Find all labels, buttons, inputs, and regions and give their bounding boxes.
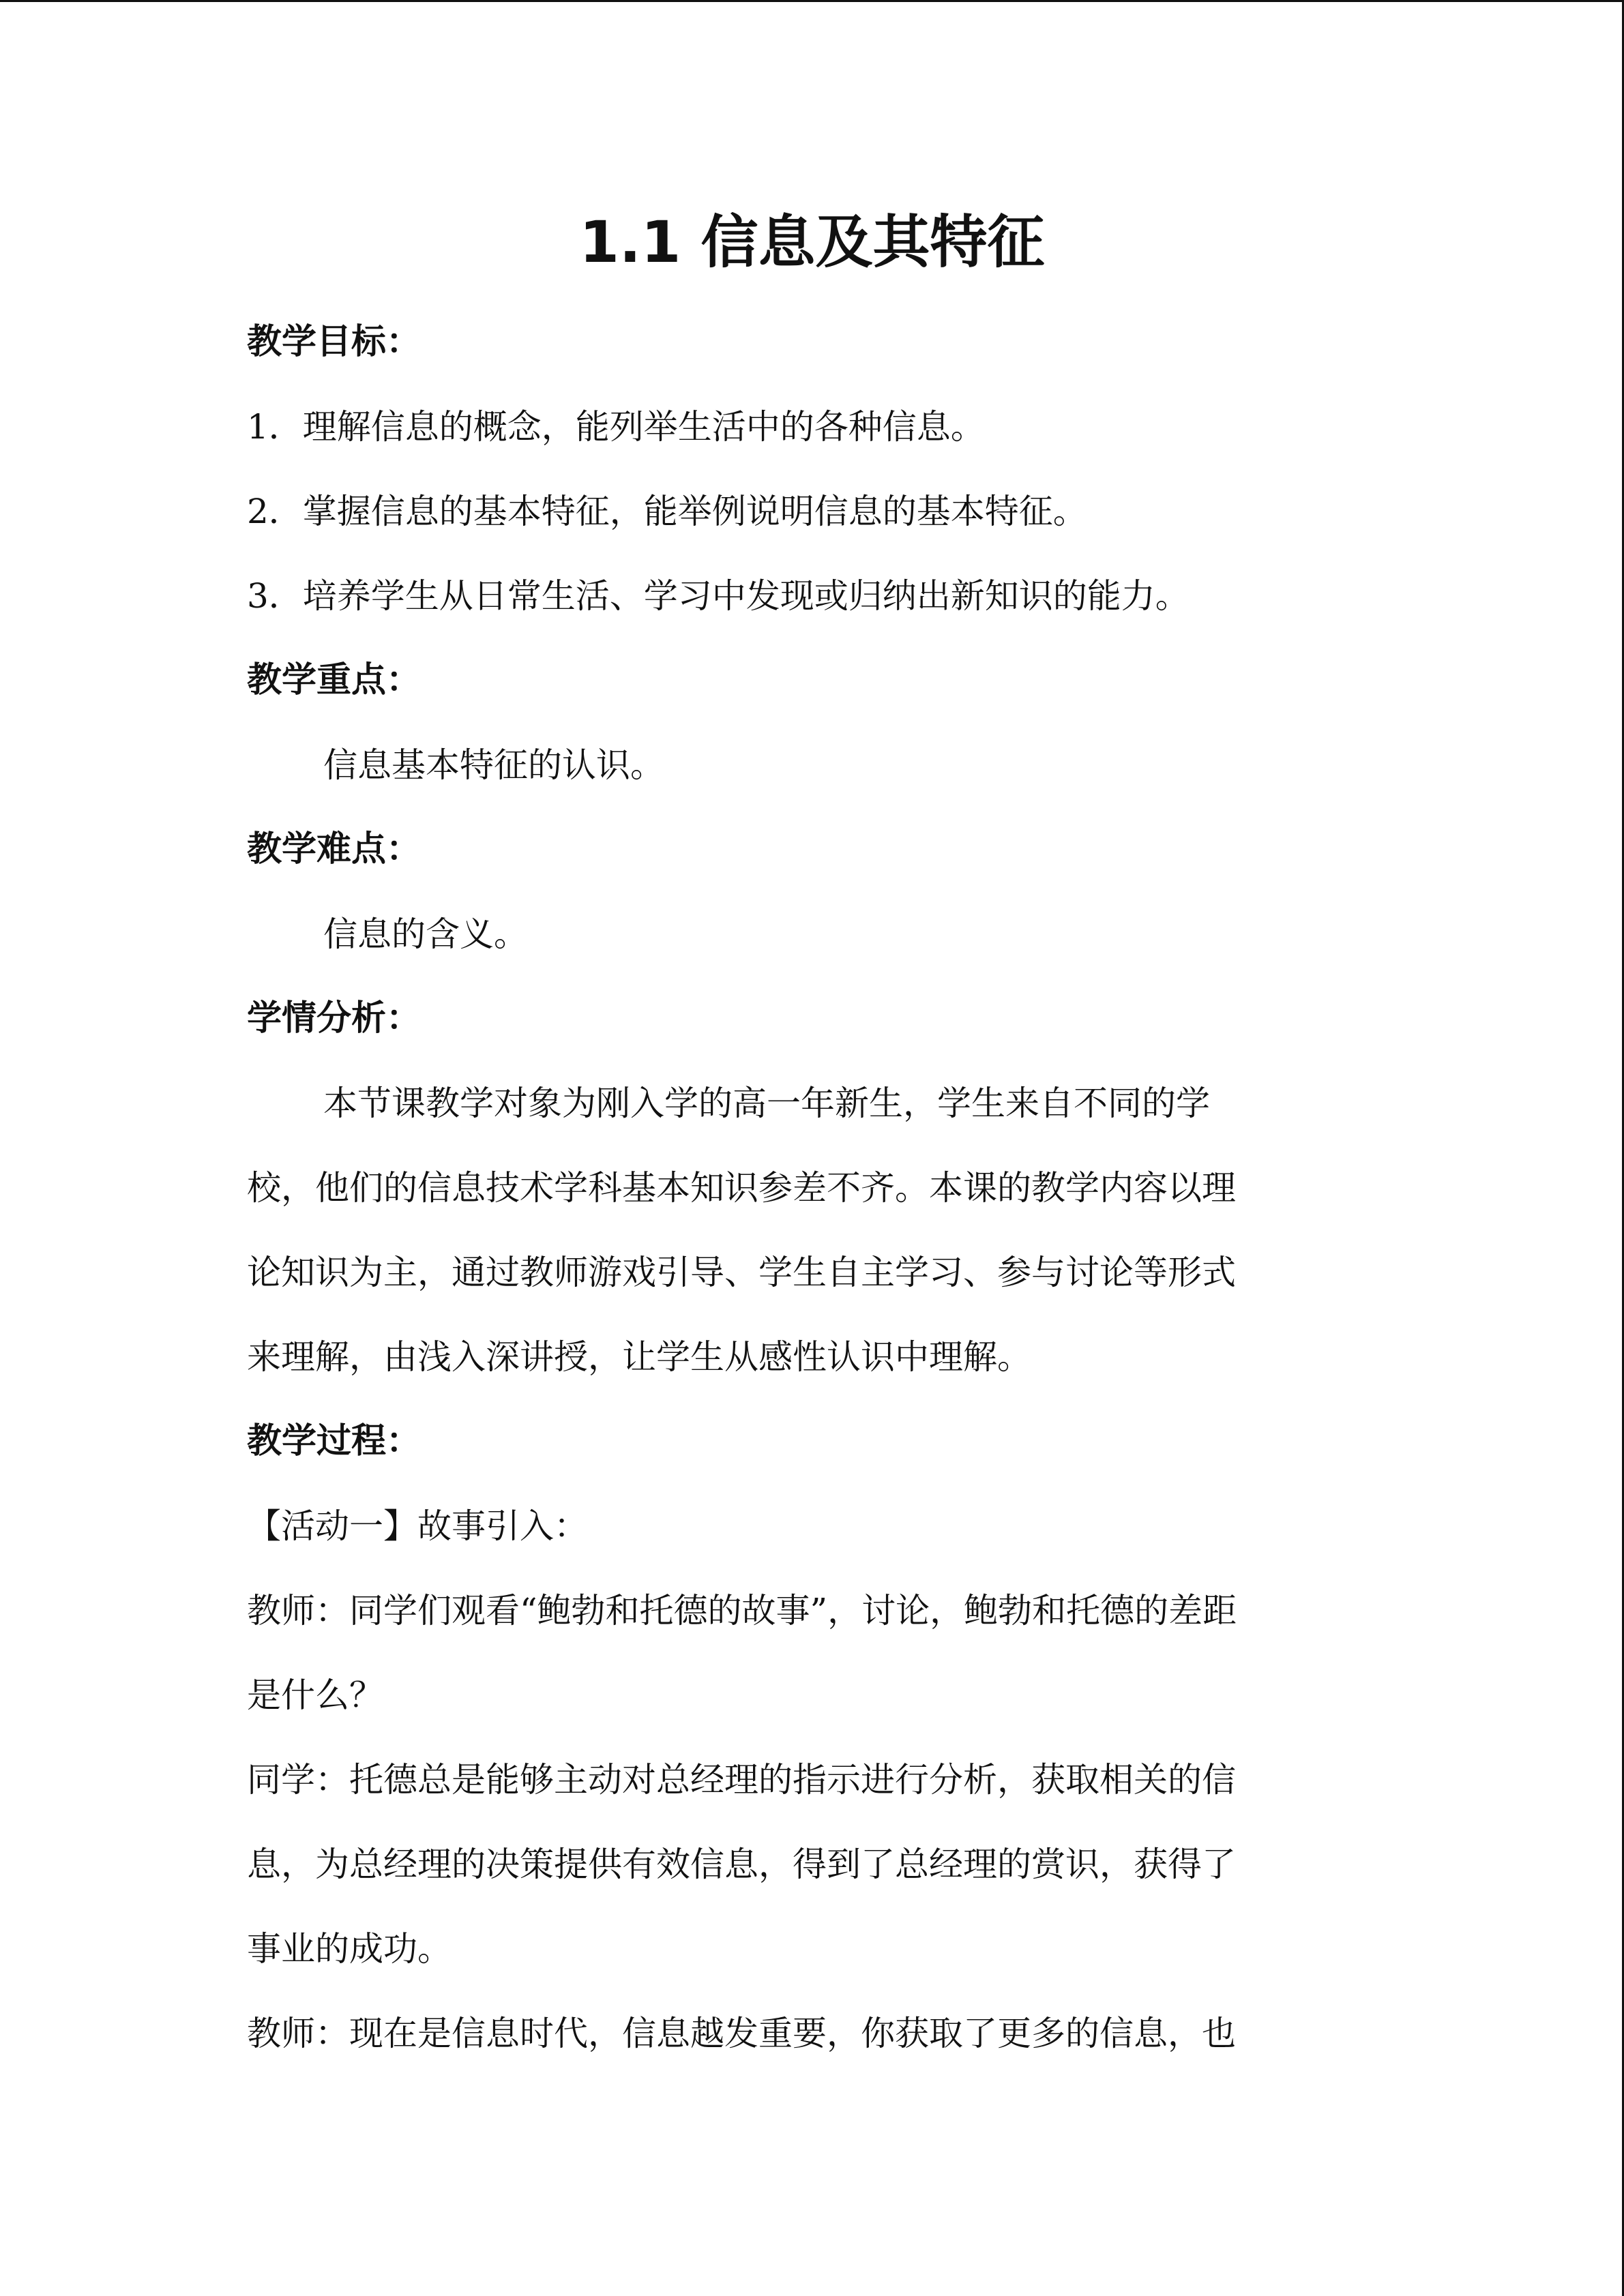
difficult-point-heading: 教学难点： <box>247 829 422 869</box>
analysis-line: 本节课教学对象为刚入学的高一年新生，学生来自不同的学 <box>323 1084 1210 1123</box>
process-heading: 教学过程： <box>247 1421 422 1461</box>
objectives-heading: 教学目标： <box>247 322 422 362</box>
teacher-question-line: 教师：同学们观看“鲍勃和托德的故事”，讨论，鲍勃和托德的差距 <box>247 1591 1237 1630</box>
student-answer-line: 事业的成功。 <box>247 1929 452 1969</box>
analysis-line: 来理解，由浅入深讲授，让学生从感性认识中理解。 <box>247 1337 1031 1377</box>
analysis-line: 论知识为主，通过教师游戏引导、学生自主学习、参与讨论等形式 <box>247 1253 1236 1292</box>
teacher-statement-line: 教师：现在是信息时代，信息越发重要，你获取了更多的信息，也 <box>247 2014 1236 2053</box>
objective-item: 3．培养学生从日常生活、学习中发现或归纳出新知识的能力。 <box>247 576 1190 616</box>
objective-item: 1．理解信息的概念，能列举生活中的各种信息。 <box>247 407 985 447</box>
teacher-question-line: 是什么？ <box>247 1675 383 1715</box>
key-point-heading: 教学重点： <box>247 660 422 700</box>
document-body <box>247 300 1379 2076</box>
key-point-text: 信息基本特征的认识。 <box>323 745 664 785</box>
student-answer-line: 同学：托德总是能够主动对总经理的指示进行分析，获取相关的信 <box>247 1760 1236 1800</box>
document-title: 1.1 信息及其特征 <box>579 209 1045 275</box>
objective-item: 2．掌握信息的基本特征，能举例说明信息的基本特征。 <box>247 492 1087 531</box>
difficult-point-text: 信息的含义。 <box>323 914 528 954</box>
activity-title: 【活动一】故事引入： <box>247 1506 588 1546</box>
student-answer-line: 息，为总经理的决策提供有效信息，得到了总经理的赏识，获得了 <box>247 1845 1236 1884</box>
analysis-heading: 学情分析： <box>247 998 422 1039</box>
analysis-line: 校，他们的信息技术学科基本知识参差不齐。本课的教学内容以理 <box>247 1168 1236 1208</box>
